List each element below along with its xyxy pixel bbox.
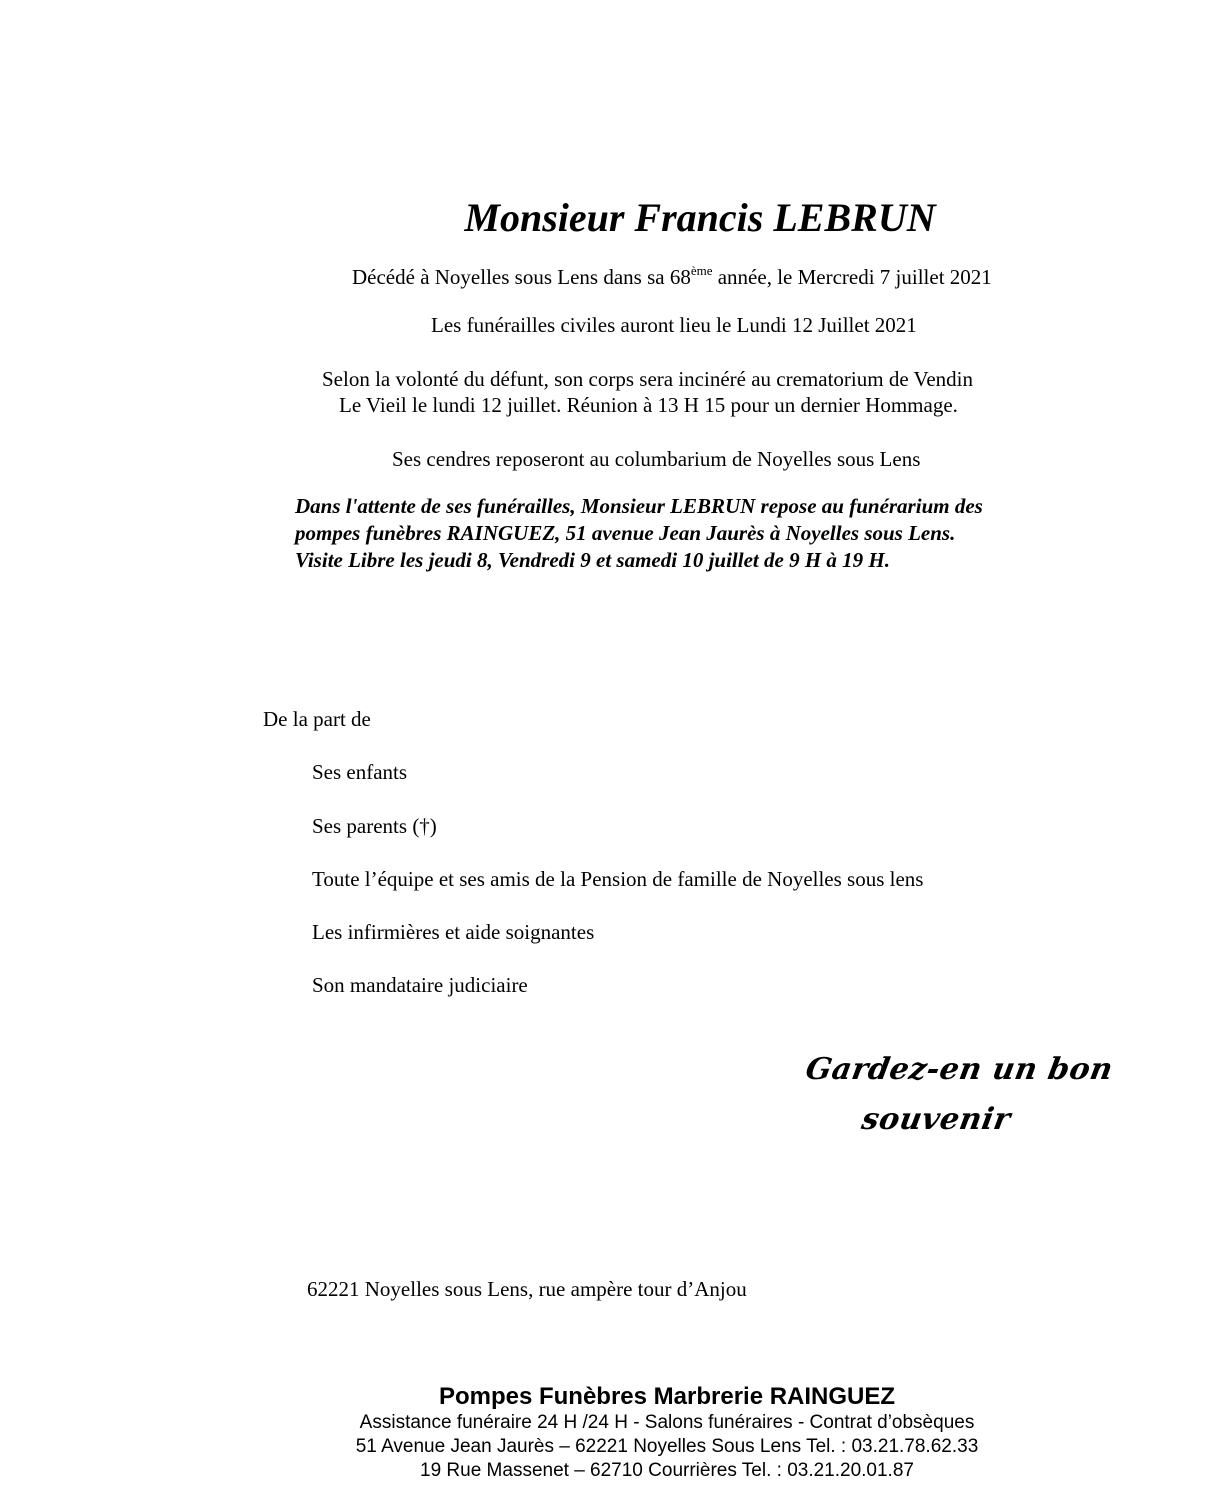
visit-line-1: Dans l'attente de ses funérailles, Monsieur LEBRUN repose au funérarium des: [295, 494, 983, 518]
keepsake-line-1: Gardez-en un bon: [802, 1052, 1116, 1087]
funeral-company-name: Pompes Funèbres Marbrerie RAINGUEZ: [438, 1383, 896, 1410]
company-address-2: 19 Rue Massenet – 62710 Courrières Tel. : 03.21.20.01.87: [420, 1460, 914, 1481]
ashes-info: Ses cendres reposeront au columbarium de Noyelles sous Lens: [392, 447, 921, 471]
cremation-line-2: Le Vieil le lundi 12 juillet. Réunion à 13 H 15 pour un dernier Hommage.: [339, 393, 958, 417]
family-item: Les infirmières et aide soignantes: [312, 920, 595, 944]
visit-line-3: Visite Libre les jeudi 8, Vendredi 9 et samedi 10 juillet de 9 H à 19 H.: [295, 548, 890, 572]
company-address-1: 51 Avenue Jean Jaurès – 62221 Noyelles Sous Lens Tel. : 03.21.78.62.33: [355, 1436, 979, 1457]
death-text-before: Décédé à Noyelles sous Lens dans sa 68: [352, 265, 691, 289]
deceased-name: Monsieur Francis LEBRUN: [464, 195, 936, 240]
family-item: Toute l’équipe et ses amis de la Pension de famille de Noyelles sous lens: [312, 867, 924, 891]
cremation-line-1: Selon la volonté du défunt, son corps sera incinéré au crematorium de Vendin: [322, 367, 974, 391]
keepsake-line-2: souvenir: [858, 1102, 1014, 1137]
death-text-after: année, le Mercredi 7 juillet 2021: [712, 265, 992, 289]
visit-line-2: pompes funèbres RAINGUEZ, 51 avenue Jean Jaurès à Noyelles sous Lens.: [295, 521, 956, 545]
family-item: Son mandataire judiciaire: [312, 973, 528, 997]
from-label: De la part de: [263, 707, 371, 731]
family-item: Ses parents (†): [312, 814, 437, 838]
ordinal-suffix: ème: [690, 263, 713, 278]
family-item: Ses enfants: [312, 760, 408, 784]
residence-address: 62221 Noyelles sous Lens, rue ampère tour d’Anjou: [307, 1277, 747, 1301]
funeral-date: Les funérailles civiles auront lieu le Lundi 12 Juillet 2021: [431, 313, 917, 337]
death-announcement: [352, 264, 992, 291]
company-services: Assistance funéraire 24 H /24 H - Salons funéraires - Contrat d’obsèques: [359, 1412, 975, 1433]
